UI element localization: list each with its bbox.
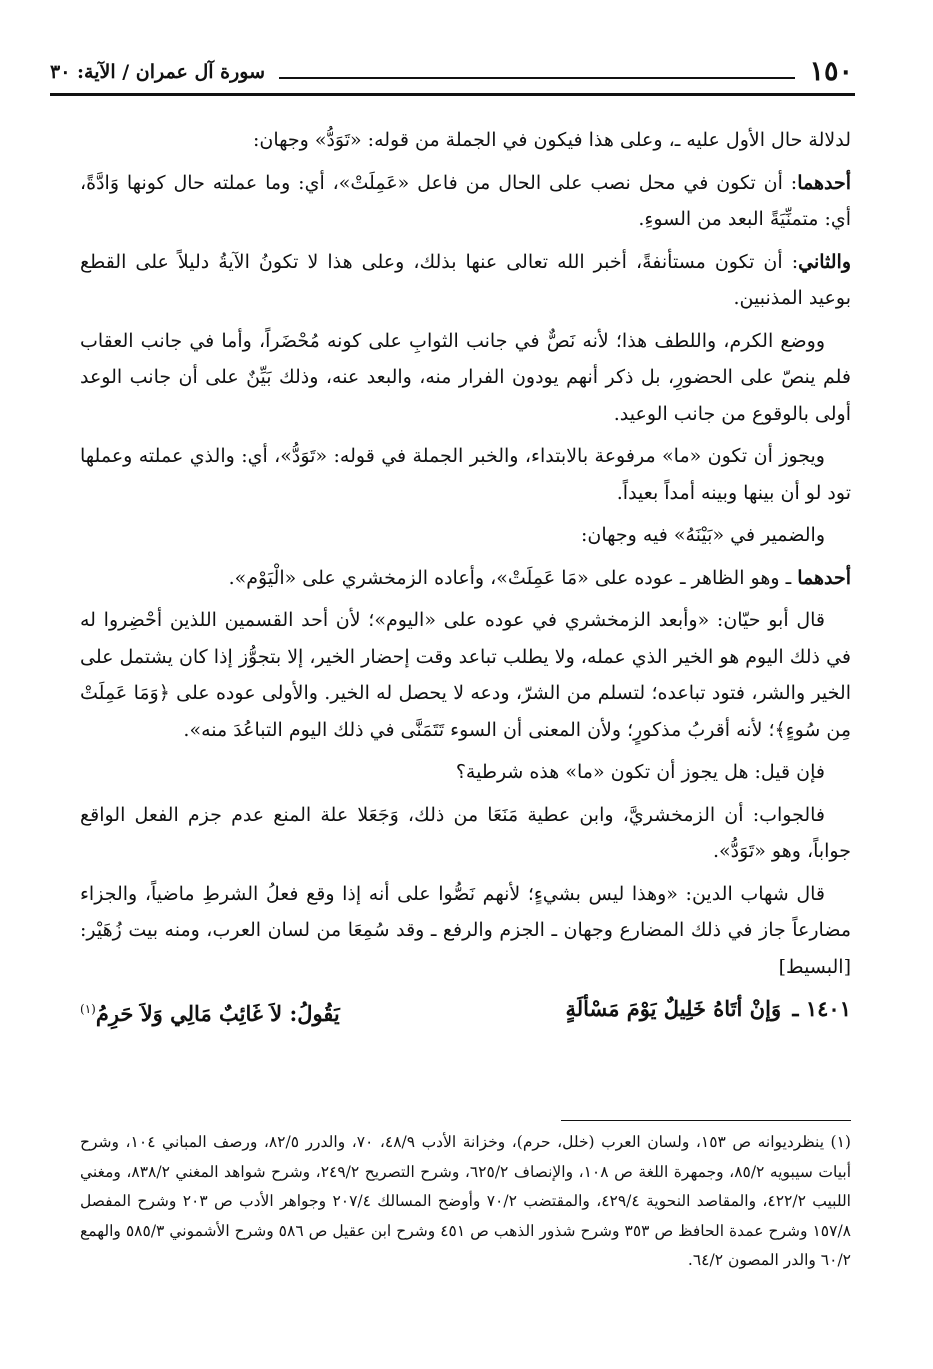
paragraph-text: قال أبو حيّان: «وأبعد الزمخشري في عوده على «اليوم»؛ لأن أحد القسمين اللذين أحْضِروا له في ذلك اليوم هو الخير الذي عمله، ولا يطلب تباعد وقت إحضار الخير، إلا بتجوُّز إذا كان يشتمل على الخير والشر، فتود تباعده؛ لتسلم من الشرّ، ودعه لا يحصل له الخير. والأولى عوده على ﴿وَمَا عَمِلَتْ مِن سُوءٍ﴾؛ لأنه أقربُ مذكورٍ؛ ولأن المعنى أن السوء تَتَمَنَّى في ذلك اليوم التباعُدَ منه». xyxy=(80,609,851,741)
paragraph-text: لدلالة حال الأول عليه ـ، وعلى هذا فيكون في الجملة من قوله: «تَوَدُّ» وجهان: xyxy=(252,129,851,151)
verse-first-text: وَإنْ أتَاهُ خَلِيلٌ يَوْمَ مَسْألَةٍ xyxy=(565,996,782,1021)
page-number: ١٥٠ xyxy=(809,56,853,87)
paragraph-lead: أحدهما xyxy=(797,171,851,194)
footnote-rule xyxy=(561,1120,851,1121)
paragraph xyxy=(80,165,851,238)
paragraph-text: ـ وهو الظاهر ـ عوده على «مَا عَمِلَتْ»، وأعاده الزمخشري على «الْيَوْم». xyxy=(228,566,798,589)
paragraph xyxy=(80,244,851,317)
verse-second-text: يَقُولُ: لاَ غَائِبٌ مَالِي وَلاَ حَرِمُ xyxy=(95,1001,340,1026)
paragraph xyxy=(80,438,851,511)
footnotes xyxy=(80,1128,851,1276)
paragraph xyxy=(80,876,851,986)
footnote-marker: (١) xyxy=(80,1002,96,1016)
verse-first-hemistich xyxy=(565,991,851,1033)
footnote: (١) ينظرديوانه ص ١٥٣، ولسان العرب (خلل، حرم)، وخزانة الأدب ٤٨/٩، ٧٠، والدرر ٨٢/٥، ورصف المباني ١٠٤، وشرح أبيات سيبويه ٨٥/٢، وجمهرة اللغة ص ١٠٨، والإنصاف ٦٢٥/٢، وشرح التصريح ٢٤٩/٢، وشرح شواهد المغني ٨٣٨/٢، ومغني اللبيب ٤٢٢/٢، والمقاصد النحوية ٤٢٩/٤، والمقتضب ٧٠/٢ وأوضح المسالك ٢٠٧/٤ وجواهر الأدب ص ٢٠٣ وشرح المفصل ١٥٧/٨ وشرح عمدة الحافظ ص ٣٥٣ وشرح شذور الذهب ص ٤٥١ وشرح ابن عقيل ص ٥٨٦ وشرح الأشموني ٥٨٥/٣ والهمع ٦٠/٢ والدر المصون ٦٤/٢. xyxy=(80,1133,852,1269)
paragraph xyxy=(80,797,851,870)
paragraph xyxy=(80,560,851,597)
paragraph xyxy=(80,602,851,748)
paragraph-lead: أحدهما xyxy=(797,566,851,589)
paragraph xyxy=(80,517,851,554)
main-text xyxy=(80,122,851,1033)
paragraph-text: قال شهاب الدين: «وهذا ليس بشيءٍ؛ لأنهم نَصُّوا على أنه إذا وقع فعلُ الشرطِ ماضياً، والجزاء مضارعاً جاز في ذلك المضارع وجهان ـ الجزم والرفع ـ وقد سُمِعَا من لسان العرب، ومنه بيت زُهَيْر: [البسيط] xyxy=(80,882,851,978)
page-header xyxy=(50,52,853,92)
paragraph-text: : أن تكون مستأنفةً، أخبر الله تعالى عنها بذلك، وعلى هذا لا تكونُ الآيةُ دليلاً على القطع بوعيد المذنبين. xyxy=(80,250,851,309)
paragraph-text: ويجوز أن تكون «ما» مرفوعة بالابتداء، والخبر الجملة في قوله: «تَوَدُّ»، أي: والذي عملته وعملها تود لو أن بينها وبينه أمداً بعيداً. xyxy=(80,445,851,504)
paragraph-lead: والثاني xyxy=(798,250,851,273)
paragraph xyxy=(80,122,851,159)
verse-number: ١٤٠١ ـ xyxy=(792,996,851,1021)
paragraph-text: فإن قيل: هل يجوز أن تكون «ما» هذه شرطية؟ xyxy=(455,761,825,783)
paragraph xyxy=(80,323,851,433)
paragraph-text: فالجواب: أن الزمخشريَّ، وابن عطية مَنَعَا من ذلك، وَجَعَلا علة المنع عدم جزم الفعل الواقع جواباً، وهو «تَوَدُّ». xyxy=(80,803,851,862)
paragraph-text: ووضع الكرم، واللطف هذا؛ لأنه نَصٌّ في جانب الثوابِ على كونه مُحْضَراً، وأما في جانب العقاب فلم ينصّ على الحضورِ، بل ذكر أنهم يودون الفرار منه، والبعد عنه، وذلك بَيِّنٌ على أن جانب الوعد أولى بالوقوع من جانب الوعيد. xyxy=(80,329,851,425)
running-title: سورة آل عمران / الآية: ٣٠ xyxy=(50,61,266,83)
verse-second-hemistich xyxy=(80,991,340,1033)
poetry-verse xyxy=(80,991,851,1033)
paragraph xyxy=(80,754,851,791)
header-rule xyxy=(50,93,855,96)
header-underline xyxy=(279,77,795,79)
paragraph-text: والضمير في «بَيْنَهُ» فيه وجهان: xyxy=(580,524,825,546)
paragraph-text: : أن تكون في محل نصب على الحال من فاعل «عَمِلَتْ»، أي: وما عملته حال كونها وَادَّةً، أي: متمنِّيَةً البعد من السوءِ. xyxy=(80,171,851,230)
